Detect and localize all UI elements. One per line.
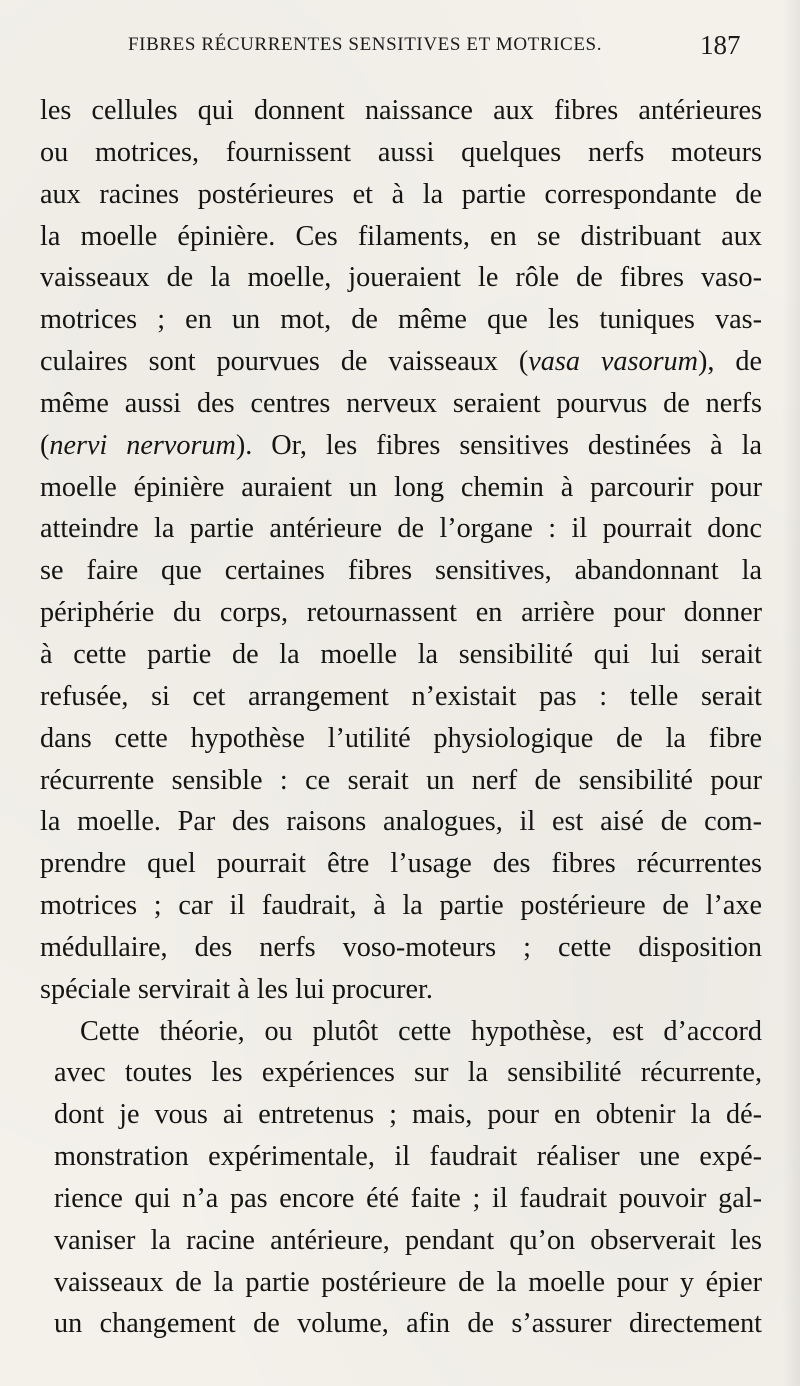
page-edge-shadow (782, 0, 800, 1386)
text-line: dont je vous ai entretenus ; mais, pour en obtenir la dé- (54, 1099, 762, 1131)
text-line: à cette partie de la moelle la sensibilité qui lui serait (40, 638, 762, 670)
text-line: les cellules qui donnent naissance aux fibres antérieures (40, 95, 762, 126)
text-line: spéciale servirait à les lui procurer. (40, 973, 433, 1005)
text-line: se faire que certaines fibres sensitives, abandonnant la (40, 555, 762, 587)
text-line: avec toutes les expériences sur la sensibilité récurrente, (54, 1057, 762, 1089)
text-line: Cette théorie, ou plutôt cette hypothèse, est d’accord (80, 1015, 762, 1047)
text-line: refusée, si cet arrangement n’existait pas : telle serait (40, 680, 762, 712)
text-line: dans cette hypothèse l’utilité physiologique de la fibre (40, 722, 762, 754)
body-text (40, 90, 762, 1345)
text-line: culaires sont pourvues de vaisseaux (vasa vasorum), de (40, 346, 762, 378)
text-line: motrices ; en un mot, de même que les tuniques vas- (40, 304, 762, 336)
text-line: ou motrices, fournissent aussi quelques nerfs moteurs (40, 136, 762, 168)
running-title: FIBRES RÉCURRENTES SENSITIVES ET MOTRICES. (128, 34, 603, 55)
text-line: (nervi nervorum). Or, les fibres sensitives destinées à la (40, 429, 762, 461)
text-line: la moelle épinière. Ces filaments, en se distribuant aux (40, 220, 762, 252)
paragraph-2 (40, 1011, 762, 1346)
text-line: rience qui n’a pas encore été faite ; il faudrait pouvoir gal- (54, 1182, 762, 1214)
text-line: même aussi des centres nerveux seraient pourvus de nerfs (40, 387, 762, 419)
text-line: prendre quel pourrait être l’usage des fibres récurrentes (40, 848, 762, 880)
paragraph-1 (40, 90, 762, 1011)
latin-term: vasa vasorum (528, 346, 699, 378)
text-line: la moelle. Par des raisons analogues, il est aisé de com- (40, 806, 762, 838)
page-number: 187 (700, 30, 741, 60)
text-line: vaniser la racine antérieure, pendant qu’on observerait les (54, 1224, 762, 1256)
text-line: vaisseaux de la partie postérieure de la moelle pour y épier (54, 1266, 762, 1298)
text-line: atteindre la partie antérieure de l’organe : il pourrait donc (40, 513, 762, 545)
latin-term: nervi nervorum (49, 429, 236, 461)
text-line: un changement de volume, afin de s’assurer directement (54, 1308, 762, 1340)
text-line: médullaire, des nerfs voso-moteurs ; cette disposition (40, 931, 762, 963)
text-line: motrices ; car il faudrait, à la partie postérieure de l’axe (40, 890, 762, 922)
text-line: moelle épinière auraient un long chemin à parcourir pour (40, 471, 762, 503)
text-line: vaisseaux de la moelle, joueraient le rôle de fibres vaso- (40, 262, 762, 294)
text-line: périphérie du corps, retournassent en arrière pour donner (40, 597, 762, 629)
text-line: récurrente sensible : ce serait un nerf de sensibilité pour (40, 764, 762, 796)
text-line: aux racines postérieures et à la partie correspondante de (40, 178, 762, 210)
text-line: monstration expérimentale, il faudrait réaliser une expé- (54, 1141, 762, 1173)
